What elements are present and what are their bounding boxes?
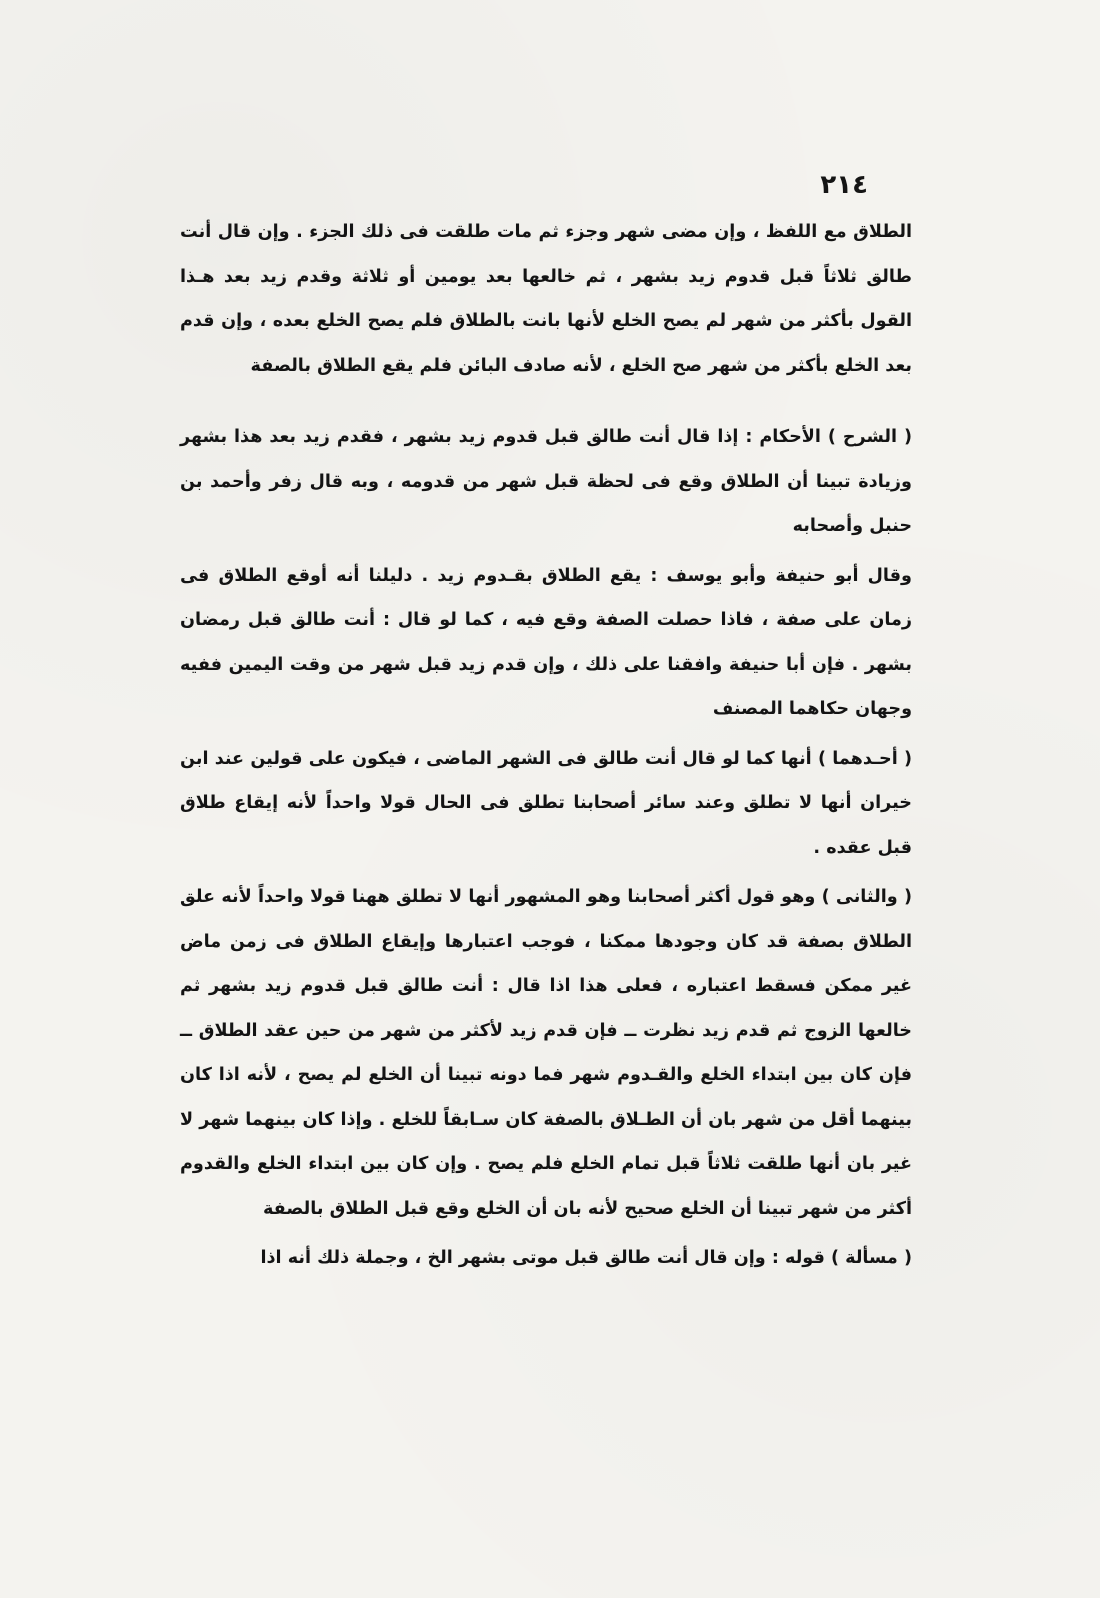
paragraph-main-text: الطلاق مع اللفظ ، وإن مضى شهر وجزء ثم مات طلقت فى ذلك الجزء . وإن قال أنت طالق ثلاثاً قبل قدوم زيد بشهر ، ثم خالعها بعد يومين أو ثلاثة وقدم زيد بعد هـذا القول بأكثر من شهر لم يصح الخلع لأنها بانت بالطلاق فلم يصح الخلع بعده ، وإن قدم بعد الخلع بأكثر من شهر صح الخلع ، لأنه صادف البائن فلم يقع الطلاق بالصفة — [180, 222, 912, 376]
paragraph-second-view: ( والثانى ) وهو قول أكثر أصحابنا وهو المشهور أنها لا تطلق ههنا قولا واحداً لأنه علق الطلاق بصفة قد كان وجودها ممكنا ، فوجب اعتبارها وإيقاع الطلاق فى زمن ماض غير ممكن فسقط اعتباره ، فعلى هذا اذا قال : أنت طالق قبل قدوم زيد بشهر ثم خالعها الزوج ثم قدم زيد نظرت ــ فإن قدم زيد لأكثر من شهر من حين عقد الطلاق ــ فإن كان بين ابتداء الخلع والقـدوم شهر فما دونه تبينا أن الخلع لم يصح ، لأنه اذا كان بينهما أقل من شهر بان أن الطـلاق بالصفة كان سـابقاً للخلع . وإذا كان بينهما شهر لا غير بان أنها طلقت ثلاثاً قبل تمام الخلع فلم يصح . وإن كان بين ابتداء الخلع والقدوم أكثر من شهر تبينا أن الخلع صحيح لأنه بان أن الخلع وقع قبل الطلاق بالصفة — [180, 887, 912, 1219]
paragraph-abu-hanifa-view: وقال أبو حنيفة وأبو يوسف : يقع الطلاق بقـدوم زيد . دليلنا أنه أوقع الطلاق فى زمان على صفة ، فاذا حصلت الصفة وقع فيه ، كما لو قال : أنت طالق قبل رمضان بشهر . فإن أبا حنيفة وافقنا على ذلك ، وإن قدم زيد قبل شهر من وقت اليمين ففيه وجهان حكاهما المصنف — [180, 565, 912, 719]
page-number: ٢١٤ — [820, 170, 868, 200]
body-text — [180, 210, 912, 1281]
paragraph-commentary-rulings: ( الشرح ) الأحكام : إذا قال أنت طالق قبل قدوم زيد بشهر ، فقدم زيد بعد هذا بشهر وزيادة تبينا أن الطلاق وقع فى لحظة قبل شهر من قدومه ، وبه قال زفر وأحمد بن حنبل وأصحابه — [180, 427, 912, 536]
paragraph-first-view: ( أحـدهما ) أنها كما لو قال أنت طالق فى الشهر الماضى ، فيكون على قولين عند ابن خيران أنها لا تطلق وعند سائر أصحابنا تطلق فى الحال قولا واحداً لأنه إيقاع طلاق قبل عقده . — [180, 748, 912, 858]
paragraph-issue: ( مسألة ) قوله : وإن قال أنت طالق قبل موتى بشهر الخ ، وجملة ذلك أنه اذا — [260, 1248, 912, 1268]
